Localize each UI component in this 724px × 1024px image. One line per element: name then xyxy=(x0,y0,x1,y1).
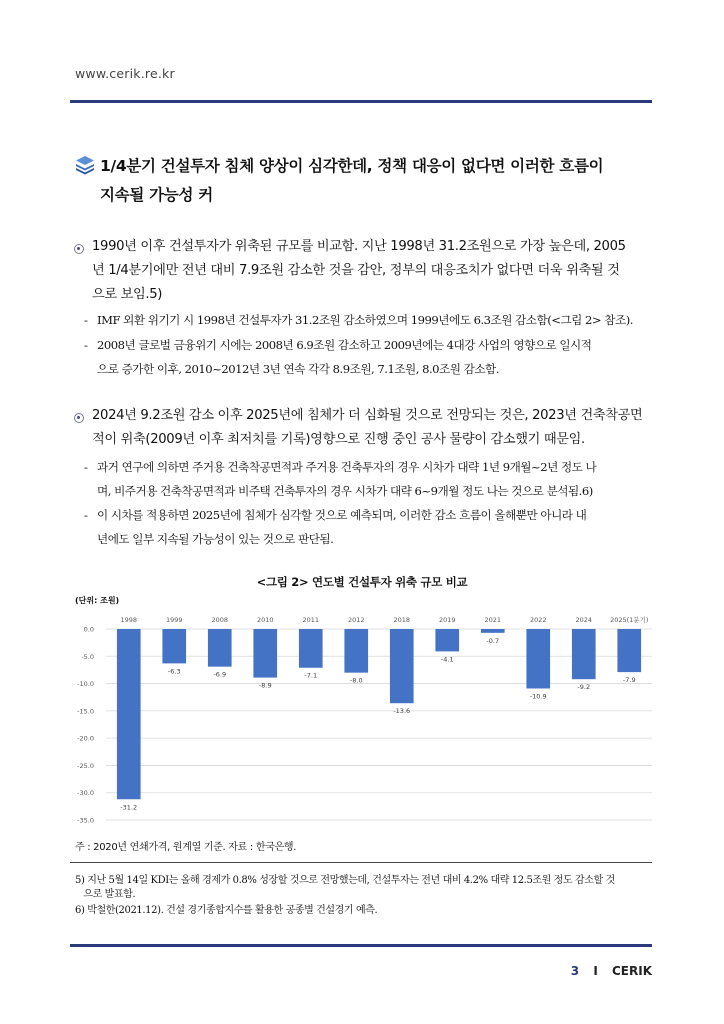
sub-line: 2008년 글로벌 금융위기 시에는 2008년 6.9조원 감소하고 2009년에는 4대강 사업의 영향으로 일시적 xyxy=(97,338,592,352)
sub-item xyxy=(84,455,664,503)
sub-item xyxy=(84,503,664,551)
paragraph-line: 으로 보임.5) xyxy=(92,287,163,302)
footer-separator: I xyxy=(593,964,598,978)
bar xyxy=(162,629,186,663)
site-url[interactable]: www.cerik.re.kr xyxy=(75,66,175,81)
data-label: -7.1 xyxy=(304,671,318,680)
sub-line: 년에도 일부 지속될 가능성이 있는 것으로 판단됨. xyxy=(97,532,334,546)
y-tick-label: 0.0 xyxy=(83,625,94,634)
dash-marker: - xyxy=(84,508,88,522)
sub-line: 이 시차를 적용하면 2025년에 침체가 심각할 것으로 예측되며, 이러한 감소 흐름이 올해뿐만 아니라 내 xyxy=(97,508,587,522)
data-label: -7.9 xyxy=(622,676,636,685)
footnote-line: 6) 박철한(2021.12). 건설 경기종합지수를 활용한 공종별 건설경기 예측. xyxy=(75,905,378,916)
bar xyxy=(253,629,277,678)
x-tick-label: 2010 xyxy=(256,616,274,624)
bar xyxy=(526,629,550,688)
sub-line: 며, 비주거용 건축착공면적과 비주택 건축투자의 경우 시차가 대략 6~9개월 정도 나는 것으로 분석됨.6) xyxy=(97,484,593,498)
y-tick-label: -10.0 xyxy=(77,680,94,689)
section-heading xyxy=(100,152,660,210)
y-tick-label: -20.0 xyxy=(77,734,94,743)
paragraph-line: 2024년 9.2조원 감소 이후 2025년에 침체가 더 심화될 것으로 전망되는 것은, 2023년 건축착공면 xyxy=(92,408,643,423)
paragraph-line: 년 1/4분기에만 전년 대비 7.9조원 감소한 것을 감안, 정부의 대응조치가 없다면 더욱 위축될 것 xyxy=(92,263,620,278)
footer-org: CERIK xyxy=(611,964,652,978)
data-label: -8.9 xyxy=(258,681,272,690)
sub-item xyxy=(84,333,664,381)
y-tick-label: -35.0 xyxy=(77,816,94,825)
bar xyxy=(208,629,232,667)
bar xyxy=(481,629,505,633)
x-tick-label: 2008 xyxy=(211,616,229,624)
footer-rule xyxy=(70,944,652,947)
sub-line: IMF 외환 위기기 시 1998년 건설투자가 31.2조원 감소하였으며 1999년에도 6.3조원 감소함(<그림 2> 참조). xyxy=(97,313,633,327)
x-tick-label: 2024 xyxy=(575,616,593,624)
unit-label: (단위: 조원) xyxy=(75,596,120,605)
footnote-6 xyxy=(75,904,660,918)
x-tick-label: 2012 xyxy=(347,616,365,624)
paragraph-1 xyxy=(92,235,662,307)
y-tick-label: -15.0 xyxy=(77,707,94,716)
bar xyxy=(572,629,596,679)
data-label: -9.2 xyxy=(577,683,591,692)
data-label: -8.0 xyxy=(349,676,363,685)
y-tick-label: -25.0 xyxy=(77,761,94,770)
data-label: -13.6 xyxy=(393,707,411,716)
figure-title: <그림 2> 연도별 건설투자 위축 규모 비교 xyxy=(256,575,468,589)
bar xyxy=(390,629,414,703)
x-tick-label: 2018 xyxy=(393,616,411,624)
y-tick-label: -30.0 xyxy=(77,789,94,798)
sub-line: 으로 증가한 이후, 2010~2012년 3년 연속 각각 8.9조원, 7.1조원, 8.0조원 감소함. xyxy=(97,362,499,376)
footnote-line: 5) 지난 5월 14일 KDI는 올해 경제가 0.8% 성장할 것으로 전망했는데, 건설투자는 전년 대비 4.2% 대략 12.5조원 정도 감소할 것 xyxy=(75,875,615,886)
x-tick-label: 2022 xyxy=(529,616,547,624)
source-note: 주 : 2020년 연쇄가격, 원계열 기준. 자료 : 한국은행. xyxy=(75,842,297,853)
heading-line-2: 지속될 가능성 커 xyxy=(100,186,213,204)
header-rule xyxy=(70,100,652,103)
data-label: -0.7 xyxy=(486,636,500,645)
data-label: -4.1 xyxy=(440,655,454,664)
page-number: 3 xyxy=(570,964,580,978)
x-tick-label: 1998 xyxy=(120,616,138,624)
footnote-rule xyxy=(70,862,652,863)
x-tick-label: 2025(1분기) xyxy=(610,616,649,624)
x-tick-label: 1999 xyxy=(165,616,183,624)
sub-line: 과거 연구에 의하면 주거용 건축착공면적과 주거용 건축투자의 경우 시차가 대략 1년 9개월~2년 정도 나 xyxy=(97,460,597,474)
dash-marker: - xyxy=(84,313,88,327)
bullet-icon xyxy=(74,413,84,423)
y-tick-label: -5.0 xyxy=(81,652,94,661)
x-tick-label: 2019 xyxy=(438,616,456,624)
data-label: -6.9 xyxy=(213,670,227,679)
bar xyxy=(617,629,641,672)
heading-line-1: 1/4분기 건설투자 침체 양상이 심각한데, 정책 대응이 없다면 이러한 흐름이 xyxy=(100,157,604,175)
data-label: -31.2 xyxy=(120,803,138,812)
bar-chart xyxy=(70,605,660,825)
page-footer xyxy=(571,964,652,978)
paragraph-line: 적이 위축(2009년 이후 최저치를 기록)영향으로 진행 중인 공사 물량이 감소했기 때문임. xyxy=(92,432,585,447)
data-label: -6.3 xyxy=(167,667,181,676)
stack-layers-icon xyxy=(74,153,96,175)
x-tick-label: 2021 xyxy=(484,616,502,624)
bar xyxy=(299,629,323,668)
sub-item xyxy=(84,308,664,332)
data-label: -10.9 xyxy=(529,692,547,701)
paragraph-2 xyxy=(92,404,662,452)
footnote-line: 으로 발표함. xyxy=(75,889,136,900)
bar xyxy=(344,629,368,673)
dash-marker: - xyxy=(84,460,88,474)
paragraph-line: 1990년 이후 건설투자가 위축된 규모를 비교함. 지난 1998년 31.2조원으로 가장 높은데, 2005 xyxy=(92,239,626,254)
x-tick-label: 2011 xyxy=(302,616,320,624)
footnote-5 xyxy=(75,874,660,902)
bar xyxy=(435,629,459,651)
bullet-icon xyxy=(74,244,84,254)
bar xyxy=(117,629,141,799)
dash-marker: - xyxy=(84,338,88,352)
